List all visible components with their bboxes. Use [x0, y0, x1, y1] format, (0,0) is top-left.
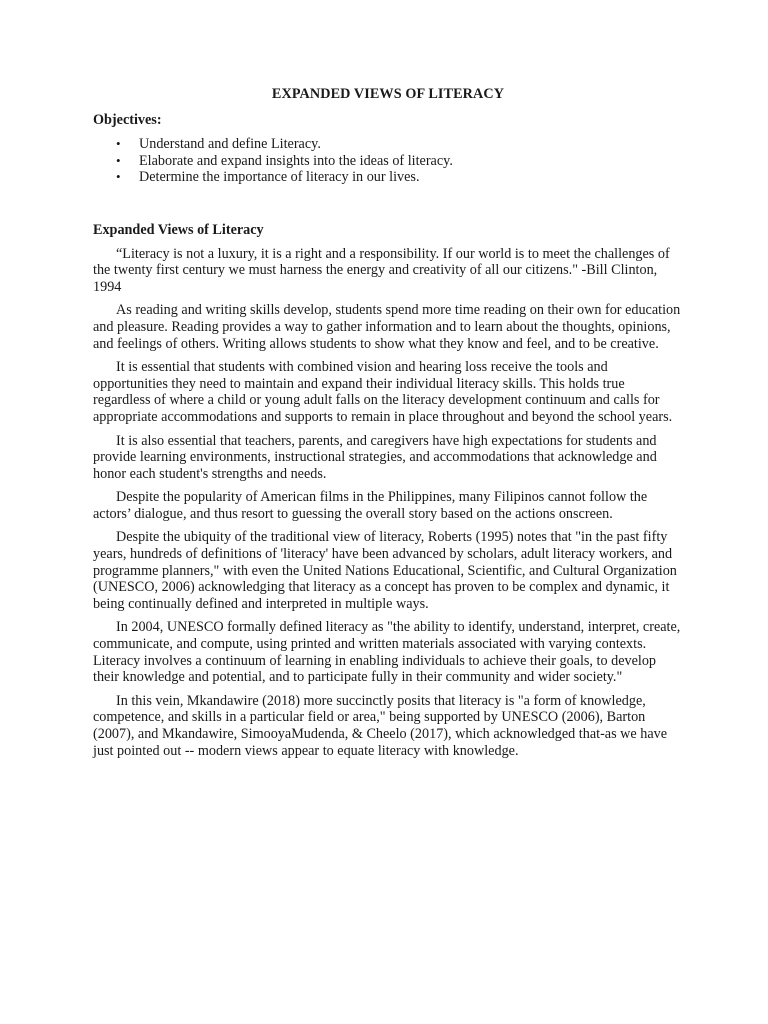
body-paragraph: It is also essential that teachers, parents, and caregivers have high expectations for students and provide learning environments, instructional strategies, and accommodations that acknowledge and honor each student's strengths and needs. — [93, 432, 657, 482]
document-title: EXPANDED VIEWS OF LITERACY — [271, 86, 505, 102]
objective-item: • Understand and define Literacy. — [93, 136, 683, 153]
quote-paragraph: “Literacy is not a luxury, it is a right and a responsibility. If our world is to meet the challenges of the twenty first century we must harness the energy and creativity of all our citizens." -Bill Clinton, 1994 — [93, 245, 670, 295]
objective-item: • Elaborate and expand insights into the ideas of literacy. — [93, 153, 683, 170]
body-paragraph: Despite the popularity of American films in the Philippines, many Filipinos cannot follow the actors’ dialogue, and thus resort to guessing the overall story based on the actions onscreen. — [93, 489, 648, 522]
section-heading: Expanded Views of Literacy — [93, 221, 264, 238]
body-paragraph: In 2004, UNESCO formally defined literacy as "the ability to identify, understand, interpret, create, communicate, and compute, using printed and written materials associated with varying contexts. Literacy involves a continuum of learning in enabling individuals to achieve their goals, to develop their knowledge and potential, and to participate fully in their community and wider society." — [93, 619, 681, 686]
objectives-heading: Objectives: — [93, 111, 162, 128]
document-page — [93, 86, 683, 766]
objective-item: • Determine the importance of literacy in our lives. — [93, 169, 683, 186]
body-paragraph: It is essential that students with combined vision and hearing loss receive the tools and opportunities they need to maintain and expand their individual literacy skills. This holds true regardless of where a child or young adult falls on the literacy development continuum and calls for appropriate accommodations and supports to remain in place throughout and beyond the school years. — [93, 359, 673, 425]
body-paragraph: Despite the ubiquity of the traditional view of literacy, Roberts (1995) notes that "in the past fifty years, hundreds of definitions of 'literacy' have been advanced by scholars, adult literacy workers, and programme planners," with even the United Nations Educational, Scientific, and Cultural Organization (UNESCO, 2006) acknowledging that literacy as a concept has proven to be complex and dynamic, it being continually defined and interpreted in multiple ways. — [93, 529, 677, 612]
objectives-list — [93, 136, 683, 186]
body-paragraph: As reading and writing skills develop, students spend more time reading on their own for education and pleasure. Reading provides a way to gather information and to learn about the thoughts, opinions, and feelings of others. Writing allows students to show what they know and feel, and to be creative. — [93, 302, 681, 352]
body-paragraph: In this vein, Mkandawire (2018) more succinctly posits that literacy is "a form of knowledge, competence, and skills in a particular field or area," being supported by UNESCO (2006), Barton (2007), and Mkandawire, SimooyaMudenda, & Cheelo (2017), which acknowledged that-as we have just pointed out -- modern views appear to equate literacy with knowledge. — [93, 692, 668, 759]
